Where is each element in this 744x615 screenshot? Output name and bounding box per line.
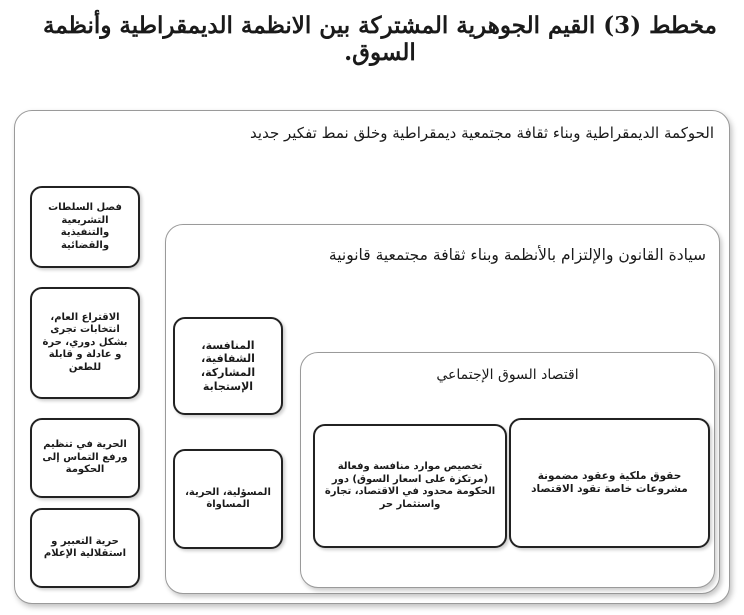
outer-container-label: الحوكمة الديمقراطية وبناء ثقافة مجتمعية ديمقراطية وخلق نمط تفكير جديد [250, 124, 714, 142]
resource-allocation-box [313, 424, 507, 548]
property-rights-text: حقوق ملكية وعقود مضمونة مشروعات خاصة تقود الاقتصاد [531, 469, 688, 495]
resource-allocation-text: تخصيص موارد منافسة وفعالة (مرتكزة على اسعار السوق) دور الحكومة محدود في الاقتصاد، تجارة واستثمار حر [324, 461, 496, 510]
accountability-equality-text: المسؤلية، الحرية، المساواة [185, 486, 271, 510]
freedom-expression-text: حرية التعبير و استقلالية الإعلام [43, 535, 127, 559]
freedom-organize-box [30, 418, 140, 498]
property-rights-box [509, 418, 710, 548]
competition-transparency-text: المنافسة، الشفافية، المشاركة، الإستجابة [200, 338, 256, 393]
elections-box [30, 287, 140, 399]
separation-of-powers-box [30, 186, 140, 268]
accountability-equality-box [173, 449, 283, 549]
separation-of-powers-text: فصل السلطات التشريعية والتنفيذية والقضائية [48, 202, 122, 251]
inner-container-label: اقتصاد السوق الإجتماعي [436, 367, 579, 383]
freedom-organize-text: الحرية في تنظيم ورفع التماس إلى الحكومة [42, 439, 128, 476]
competition-transparency-box [173, 317, 283, 415]
freedom-expression-box [30, 508, 140, 588]
elections-text: الاقتراع العام، انتخابات تجرى بشكل دوري، حرة و عادلة و قابلة للطعن [42, 311, 128, 373]
middle-container-label: سيادة القانون والإلتزام بالأنظمة وبناء ثقافة مجتمعية قانونية [328, 246, 706, 264]
diagram-title: مخطط (3) القيم الجوهرية المشتركة بين الانظمة الديمقراطية وأنظمة السوق. [43, 12, 717, 66]
